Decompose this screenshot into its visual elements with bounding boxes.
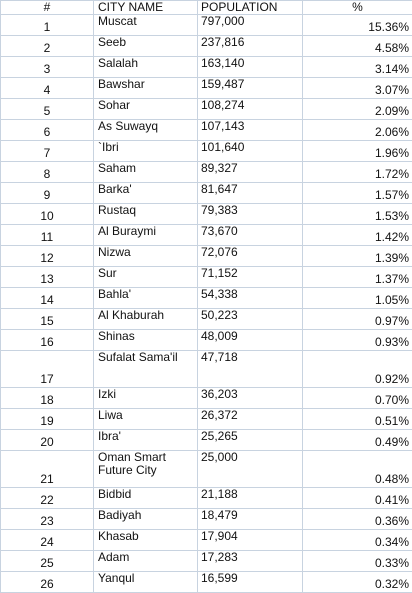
table-row: [1, 57, 412, 78]
population-cell: 25,265: [198, 430, 303, 451]
percent-cell: 1.53%: [303, 204, 412, 225]
rank-cell: 16: [1, 330, 94, 351]
city-name-cell: Badiyah: [94, 509, 198, 530]
city-name-cell: Seeb: [94, 36, 198, 57]
table-row: [1, 78, 412, 99]
city-name-cell: Bidbid: [94, 488, 198, 509]
percent-cell: 2.09%: [303, 99, 412, 120]
rank-header: #: [1, 1, 94, 15]
population-cell: 16,599: [198, 572, 303, 593]
rank-cell: 15: [1, 309, 94, 330]
percent-header: %: [303, 1, 412, 15]
table-row: [1, 351, 412, 388]
rank-cell: 21: [1, 451, 94, 488]
percent-cell: 0.92%: [303, 351, 412, 388]
percent-cell: 15.36%: [303, 15, 412, 36]
table-row: [1, 488, 412, 509]
percent-cell: 1.42%: [303, 225, 412, 246]
city-name-cell: Shinas: [94, 330, 198, 351]
city-name-cell: `Ibri: [94, 141, 198, 162]
percent-cell: 0.34%: [303, 530, 412, 551]
city-name-cell: Bawshar: [94, 78, 198, 99]
rank-cell: 3: [1, 57, 94, 78]
table-row: [1, 36, 412, 57]
rank-cell: 25: [1, 551, 94, 572]
table-row: [1, 99, 412, 120]
header-row: [1, 1, 412, 15]
percent-cell: 1.37%: [303, 267, 412, 288]
percent-cell: 2.06%: [303, 120, 412, 141]
population-cell: 107,143: [198, 120, 303, 141]
population-cell: 72,076: [198, 246, 303, 267]
percent-cell: 0.48%: [303, 451, 412, 488]
table-row: [1, 204, 412, 225]
city-name-cell: Yanqul: [94, 572, 198, 593]
rank-cell: 1: [1, 15, 94, 36]
city-name-cell: Sohar: [94, 99, 198, 120]
population-cell: 79,383: [198, 204, 303, 225]
percent-cell: 0.97%: [303, 309, 412, 330]
city-name-cell: Al Khaburah: [94, 309, 198, 330]
rank-cell: 22: [1, 488, 94, 509]
rank-cell: 17: [1, 351, 94, 388]
city-name-cell: Saham: [94, 162, 198, 183]
population-cell: 163,140: [198, 57, 303, 78]
table-row: [1, 409, 412, 430]
percent-cell: 1.39%: [303, 246, 412, 267]
rank-cell: 14: [1, 288, 94, 309]
percent-cell: 0.93%: [303, 330, 412, 351]
table-row: [1, 509, 412, 530]
rank-cell: 23: [1, 509, 94, 530]
percent-cell: 0.70%: [303, 388, 412, 409]
rank-cell: 5: [1, 99, 94, 120]
city-name-cell: As Suwayq: [94, 120, 198, 141]
percent-cell: 1.72%: [303, 162, 412, 183]
rank-cell: 13: [1, 267, 94, 288]
population-cell: 48,009: [198, 330, 303, 351]
table-row: [1, 451, 412, 488]
population-cell: 50,223: [198, 309, 303, 330]
rank-cell: 24: [1, 530, 94, 551]
population-cell: 17,283: [198, 551, 303, 572]
population-cell: 81,647: [198, 183, 303, 204]
population-cell: 159,487: [198, 78, 303, 99]
population-cell: 101,640: [198, 141, 303, 162]
table-row: [1, 430, 412, 451]
city-name-cell: Adam: [94, 551, 198, 572]
percent-cell: 1.57%: [303, 183, 412, 204]
city-name-cell: Oman Smart Future City: [94, 451, 198, 488]
city-name-header: CITY NAME: [94, 1, 198, 15]
table-row: [1, 309, 412, 330]
city-name-cell: Bahla': [94, 288, 198, 309]
percent-cell: 0.41%: [303, 488, 412, 509]
city-name-cell: Nizwa: [94, 246, 198, 267]
percent-cell: 4.58%: [303, 36, 412, 57]
table-row: [1, 225, 412, 246]
table-row: [1, 388, 412, 409]
percent-cell: 1.05%: [303, 288, 412, 309]
rank-cell: 11: [1, 225, 94, 246]
population-cell: 237,816: [198, 36, 303, 57]
table-row: [1, 288, 412, 309]
population-header: POPULATION: [198, 1, 303, 15]
table-row: [1, 120, 412, 141]
rank-cell: 18: [1, 388, 94, 409]
population-cell: 73,670: [198, 225, 303, 246]
population-cell: 36,203: [198, 388, 303, 409]
population-cell: 89,327: [198, 162, 303, 183]
rank-cell: 12: [1, 246, 94, 267]
table-row: [1, 530, 412, 551]
city-name-cell: Liwa: [94, 409, 198, 430]
percent-cell: 3.07%: [303, 78, 412, 99]
rank-cell: 26: [1, 572, 94, 593]
population-cell: 21,188: [198, 488, 303, 509]
table-row: [1, 141, 412, 162]
percent-cell: 0.36%: [303, 509, 412, 530]
rank-cell: 4: [1, 78, 94, 99]
city-name-cell: Khasab: [94, 530, 198, 551]
population-cell: 71,152: [198, 267, 303, 288]
city-name-cell: Sufalat Sama'il: [94, 351, 198, 388]
city-name-cell: Sur: [94, 267, 198, 288]
city-name-cell: Izki: [94, 388, 198, 409]
population-cell: 797,000: [198, 15, 303, 36]
table-row: [1, 15, 412, 36]
percent-cell: 0.51%: [303, 409, 412, 430]
rank-cell: 7: [1, 141, 94, 162]
population-cell: 47,718: [198, 351, 303, 388]
city-name-cell: Rustaq: [94, 204, 198, 225]
rank-cell: 20: [1, 430, 94, 451]
table-row: [1, 551, 412, 572]
city-name-cell: Barka': [94, 183, 198, 204]
population-cell: 54,338: [198, 288, 303, 309]
population-cell: 25,000: [198, 451, 303, 488]
table-row: [1, 572, 412, 593]
table-row: [1, 267, 412, 288]
percent-cell: 0.49%: [303, 430, 412, 451]
rank-cell: 2: [1, 36, 94, 57]
table-row: [1, 330, 412, 351]
percent-cell: 0.33%: [303, 551, 412, 572]
rank-cell: 9: [1, 183, 94, 204]
percent-cell: 0.32%: [303, 572, 412, 593]
rank-cell: 8: [1, 162, 94, 183]
percent-cell: 3.14%: [303, 57, 412, 78]
population-cell: 18,479: [198, 509, 303, 530]
population-cell: 108,274: [198, 99, 303, 120]
table-row: [1, 246, 412, 267]
table-row: [1, 162, 412, 183]
population-cell: 17,904: [198, 530, 303, 551]
rank-cell: 19: [1, 409, 94, 430]
rank-cell: 6: [1, 120, 94, 141]
city-name-cell: Muscat: [94, 15, 198, 36]
rank-cell: 10: [1, 204, 94, 225]
population-cell: 26,372: [198, 409, 303, 430]
percent-cell: 1.96%: [303, 141, 412, 162]
city-name-cell: Salalah: [94, 57, 198, 78]
table-row: [1, 183, 412, 204]
city-name-cell: Ibra': [94, 430, 198, 451]
city-name-cell: Al Buraymi: [94, 225, 198, 246]
